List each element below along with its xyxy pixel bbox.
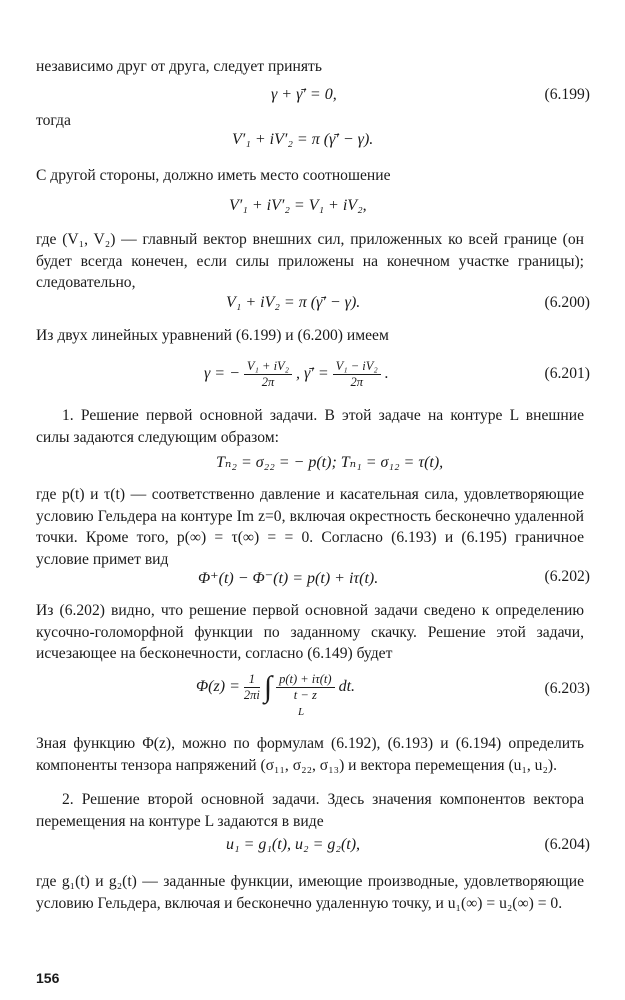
paragraph-other-side: С другой стороны, должно иметь место соотношение — [36, 167, 391, 184]
equation-6-201-number: (6.201) — [544, 365, 590, 382]
integral-sign: ∫ — [263, 670, 273, 704]
page-number: 156 — [36, 970, 60, 986]
equation-6-200 — [36, 294, 590, 324]
equation-6-203 — [36, 668, 590, 720]
paragraph-second-problem: 2. Решение второй основной задачи. Здесь значения компонентов вектора перемещения на контуре L задаются в виде — [36, 791, 584, 830]
paragraph-togda: тогда — [36, 112, 71, 129]
equation-6-201 — [36, 355, 590, 395]
equation-6-203-number: (6.203) — [544, 680, 590, 697]
equation-6-204-formula: u₁ = g₁(t), u₂ = g₂(t), — [226, 836, 361, 853]
fraction-coefficient: $\frac{1}{2\pi i}$ — [243, 672, 260, 702]
paragraph-reduction: Из (6.202) видно, что решение первой основной задачи сведено к определению кусочно-голоморфной функции по заданному скачку. Решение этой задачи, исчезающее на бесконечности, согласно (6.149) будет — [36, 602, 584, 662]
paragraph-intro: независимо друг от друга, следует принять — [36, 58, 322, 75]
equation-relation-formula: V′₁ + iV′₂ = V₁ + iV₂, — [229, 197, 367, 214]
equation-6-201-formula: γ = − $\frac{\text{V₁ + iV₂}}{2\pi}$ , γ̄′ = $\frac{\text{V₁ − iV₂}}{2\pi}$ . — [204, 359, 389, 389]
equation-6-204 — [36, 836, 590, 866]
paragraph-stress-components: Зная функцию Φ(z), можно по формулам (6.192), (6.193) и (6.194) определить компоненты тензора напряжений (σ₁₁, σ₂₂, σ₁₃) и вектора перемещения (u₁, u₂). — [36, 735, 584, 774]
paragraph-given-functions: где g₁(t) и g₂(t) — заданные функции, имеющие производные, удовлетворяющие условию Гельдера, включая и бесконечно удаленную точку, и u₁(∞) = u₂(∞) = 0. — [36, 873, 584, 912]
fraction-gamma-bar: $\frac{\text{V₁ − iV₂}}{2\pi}$ — [333, 359, 381, 390]
equation-6-199-formula: γ + γ̄′ = 0, — [271, 86, 337, 103]
equation-6-202 — [36, 568, 590, 598]
equation-boundary-forces-formula: Tₙ₂ = σ₂₂ = − p(t); Tₙ₁ = σ₁₂ = τ(t), — [216, 454, 444, 471]
equation-6-199-number: (6.199) — [544, 86, 590, 103]
fraction-gamma: $\frac{\text{V₁ + iV₂}}{2\pi}$ — [244, 359, 292, 390]
equation-6-202-number: (6.202) — [544, 568, 590, 585]
equation-6-200-formula: V₁ + iV₂ = π (γ̄′ − γ). — [226, 294, 361, 311]
paragraph-main-vector: где (V₁, V₂) — главный вектор внешних сил, приложенных ко всей границе (он будет всегда конечен, если силы приложены на конечном участке границы); следовательно, — [36, 231, 584, 291]
paragraph-first-problem: 1. Решение первой основной задачи. В этой задаче на контуре L внешние силы задаются следующим образом: — [36, 407, 584, 446]
equation-6-202-formula: Φ⁺(t) − Φ⁻(t) = p(t) + iτ(t). — [198, 570, 379, 587]
integral-subscript: L — [298, 706, 305, 718]
equation-6-204-number: (6.204) — [544, 836, 590, 853]
equation-togda-formula: V′₁ + iV′₂ = π (γ̄′ − γ). — [232, 131, 374, 148]
equation-6-203-formula: Φ(z) = $\frac{1}{2\pi i}$ ∫ $\frac{p(t) + i\tau(t)}{t - z}$ dt. — [196, 670, 356, 704]
equation-6-200-number: (6.200) — [544, 294, 590, 311]
paragraph-pressure: где p(t) и τ(t) — соответственно давление и касательная сила, удовлетворяющие условию Гельдера на контуре Im z=0, включая окрестность бесконечно удаленной точки. Кроме того, p(∞) = τ(∞) = = 0. Согласно (6.193) и (6.195) граничное условие примет вид — [36, 486, 584, 568]
fraction-integrand: $\frac{p(t) + i\tau(t)}{t - z}$ — [276, 672, 334, 703]
equation-boundary-forces — [36, 452, 590, 482]
equation-togda — [36, 131, 590, 161]
paragraph-two-equations: Из двух линейных уравнений (6.199) и (6.200) имеем — [36, 327, 389, 344]
equation-relation — [36, 197, 590, 227]
